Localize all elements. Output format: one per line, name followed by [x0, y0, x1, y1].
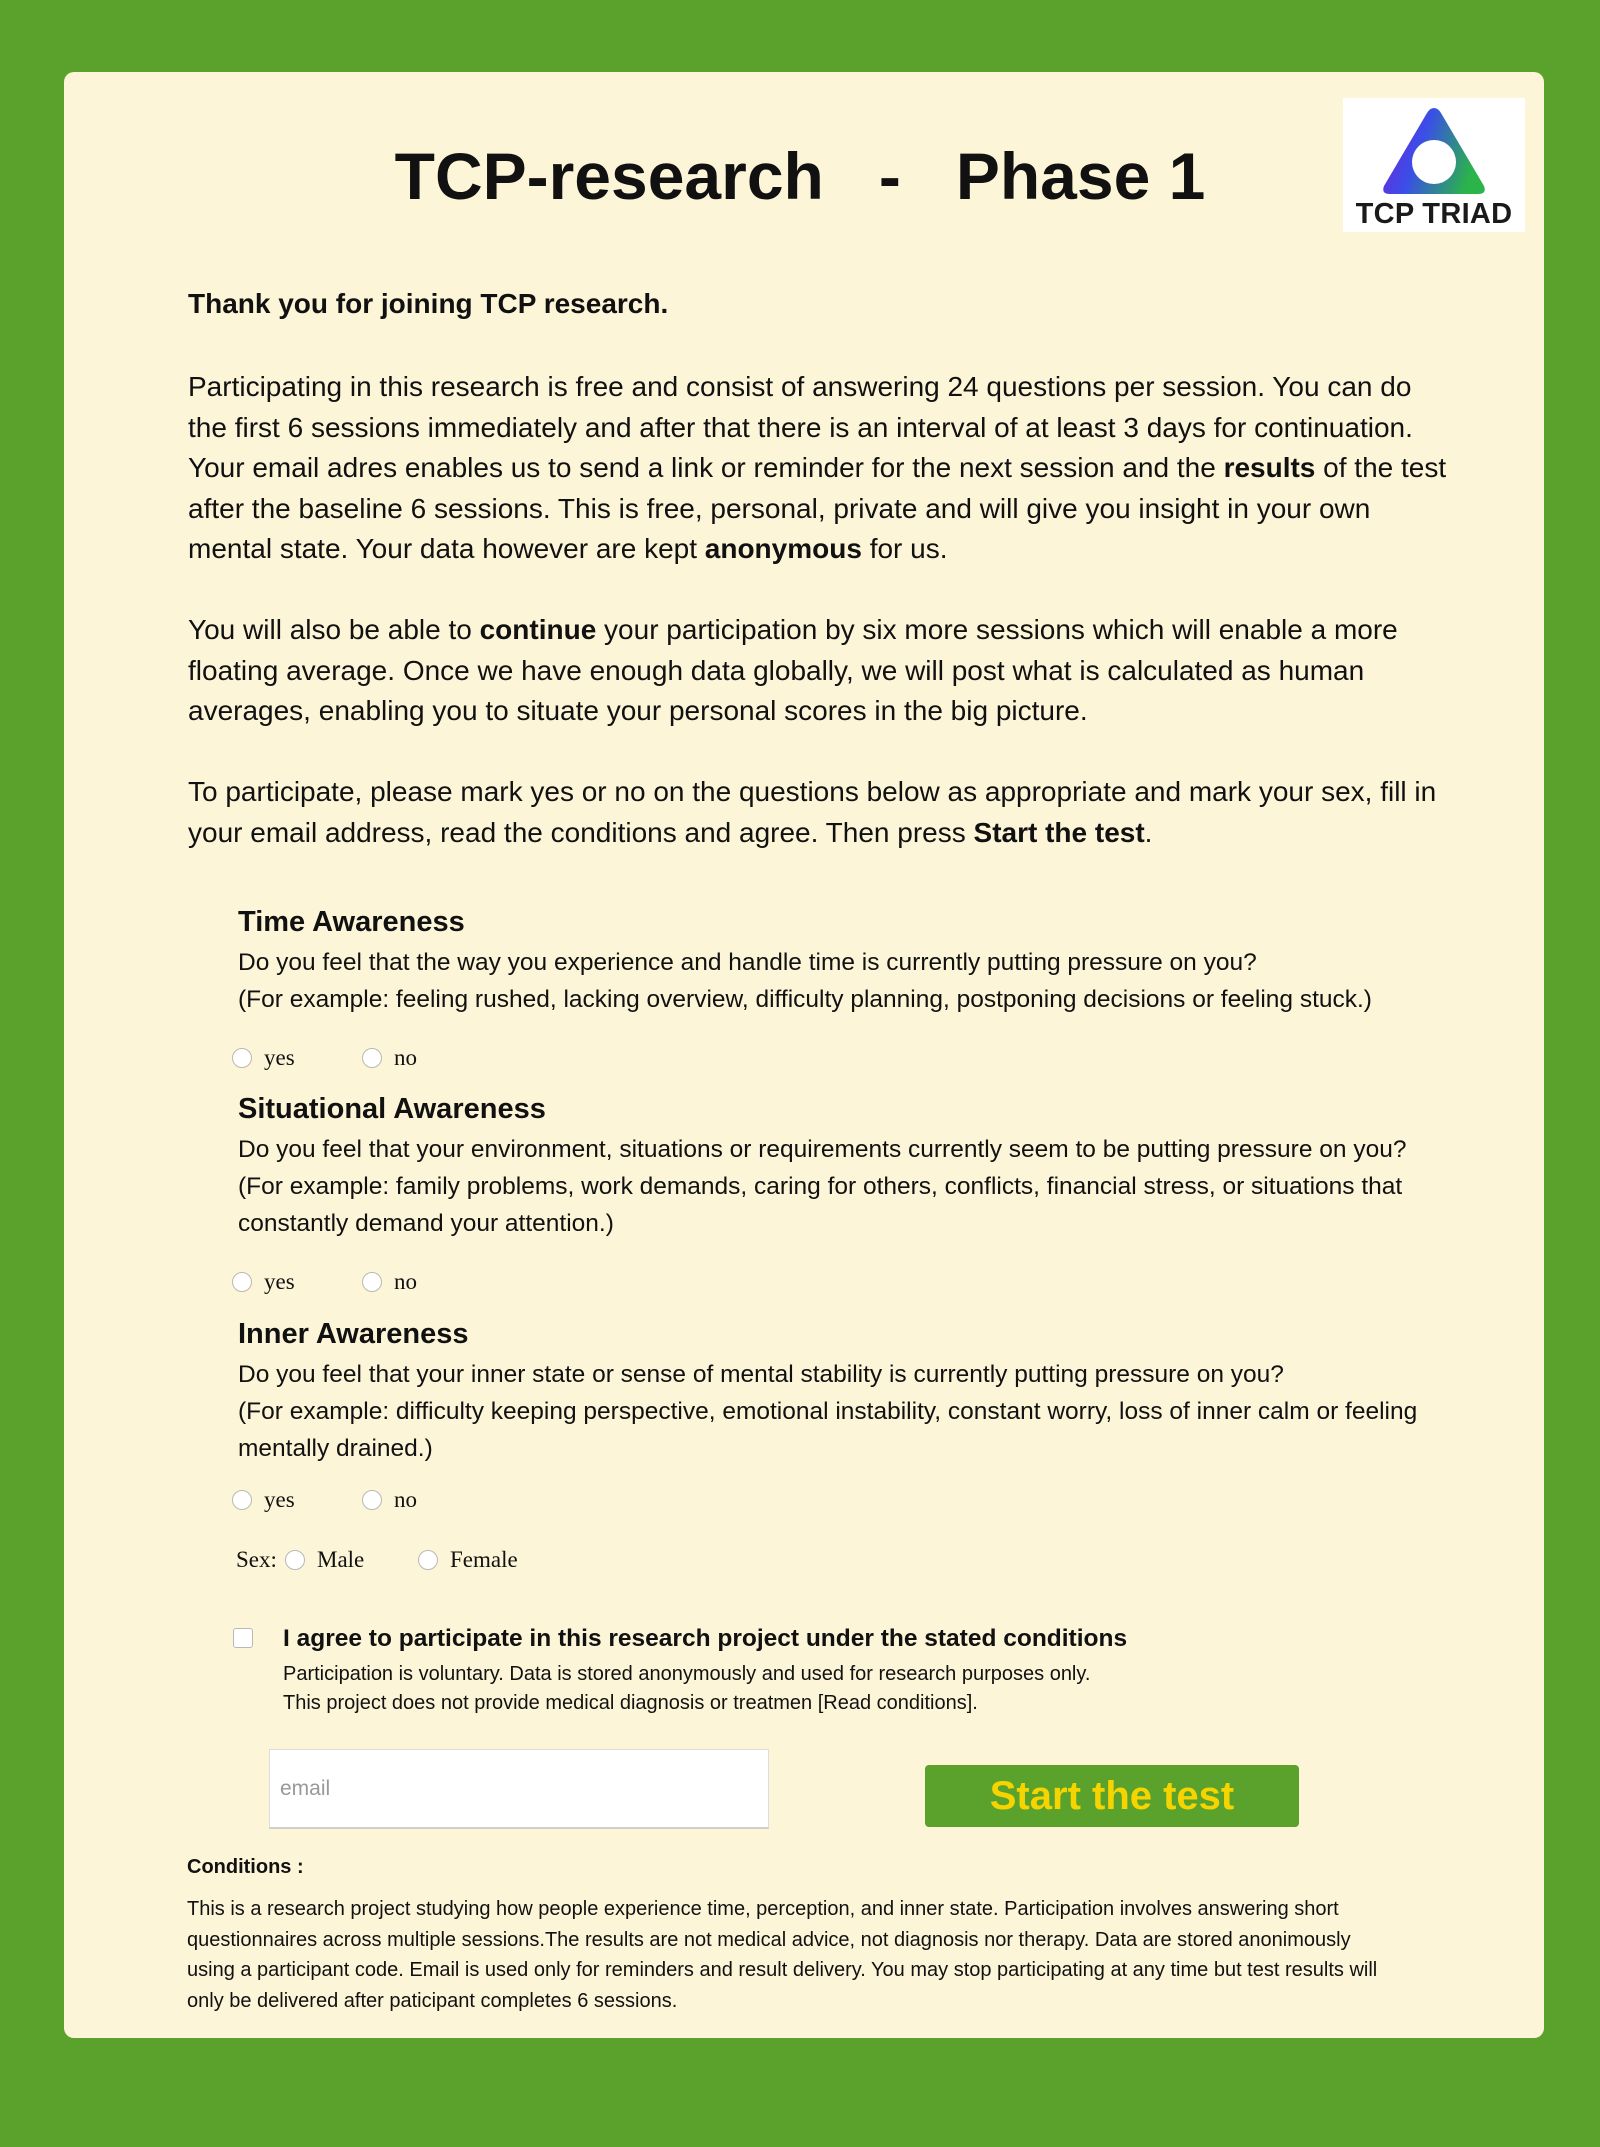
question-title-situational: Situational Awareness	[238, 1093, 546, 1125]
question-prompt: Do you feel that your environment, situations or requirements currently seem to be putting pressure on you?	[238, 1136, 1407, 1163]
time-no-option[interactable]: no	[362, 1045, 417, 1071]
radio-time-yes[interactable]	[232, 1048, 252, 1068]
intro-paragraph-1: Participating in this research is free and consist of answering 24 questions per session. You can do the first 6 sessions immediately and after that there is an interval of at least 3 days for continuation. Your email adres enables us to send a link or reminder for the next session and the results of the test after the baseline 6 sessions. This is free, personal, private and will give you insight in your own mental state. Your data however are kept anonymous for us.	[188, 371, 1447, 564]
radio-inner-no[interactable]	[362, 1490, 382, 1510]
radio-situational-yes[interactable]	[232, 1272, 252, 1292]
sex-female-option[interactable]: Female	[418, 1547, 518, 1573]
time-yes-option[interactable]: yes	[232, 1045, 295, 1071]
sex-male-option[interactable]: Male	[285, 1547, 364, 1573]
question-text-situational	[238, 1131, 1468, 1242]
radio-female[interactable]	[418, 1550, 438, 1570]
situational-no-option[interactable]: no	[362, 1269, 417, 1295]
agree-label: I agree to participate in this research project under the stated conditions	[283, 1625, 1128, 1652]
question-title-inner: Inner Awareness	[238, 1318, 469, 1350]
conditions-text: This is a research project studying how people experience time, perception, and inner state. Participation involves answering short questionnaires across multiple sessions.The results are not medical advice, not diagnosis nor therapy. Data are stored anonimously using a participant code. Email is used only for reminders and result delivery. You may stop participating at any time but test results will only be delivered after paticipant completes 6 sessions.	[187, 1898, 1378, 2012]
intro-paragraph-3: To participate, please mark yes or no on the questions below as appropriate and mark your sex, fill in your email address, read the conditions and agree. Then press Start the test.	[188, 776, 1437, 848]
agree-checkbox[interactable]	[233, 1628, 253, 1648]
agree-note-line-2: This project does not provide medical diagnosis or treatmen [Read conditions].	[283, 1692, 978, 1714]
logo-text: TCP TRIAD	[1355, 198, 1513, 230]
question-title-time: Time Awareness	[238, 906, 465, 938]
agree-note-line-1: Participation is voluntary. Data is stored anonymously and used for research purposes only.	[283, 1663, 1091, 1685]
question-example: (For example: family problems, work demands, caring for others, conflicts, financial stress, or situations that constantly demand your attention.)	[238, 1173, 1403, 1237]
question-example: (For example: feeling rushed, lacking overview, difficulty planning, postponing decisions or feeling stuck.)	[238, 986, 1372, 1013]
sex-label: Sex:	[236, 1547, 277, 1572]
agree-note	[283, 1660, 1090, 1718]
question-prompt: Do you feel that the way you experience and handle time is currently putting pressure on you?	[238, 949, 1257, 976]
radio-time-no[interactable]	[362, 1048, 382, 1068]
intro-paragraph-2: You will also be able to continue your participation by six more sessions which will enable a more floating average. Once we have enough data globally, we will post what is calculated as human averages, enabling you to situate your personal scores in the big picture.	[188, 614, 1398, 726]
question-text-inner	[238, 1356, 1468, 1467]
question-example: (For example: difficulty keeping perspective, emotional instability, constant worry, loss of inner calm or feeling mentally drained.)	[238, 1398, 1418, 1462]
radio-inner-yes[interactable]	[232, 1490, 252, 1510]
inner-yes-option[interactable]: yes	[232, 1487, 295, 1513]
email-input[interactable]	[269, 1749, 769, 1829]
start-test-button[interactable]: Start the test	[925, 1765, 1299, 1827]
radio-male[interactable]	[285, 1550, 305, 1570]
conditions-heading: Conditions :	[187, 1856, 304, 1878]
page-title: TCP-research - Phase 1	[394, 139, 1206, 213]
question-prompt: Do you feel that your inner state or sense of mental stability is currently putting pressure on you?	[238, 1361, 1284, 1388]
intro-lead: Thank you for joining TCP research.	[188, 288, 669, 319]
inner-no-option[interactable]: no	[362, 1487, 417, 1513]
situational-yes-option[interactable]: yes	[232, 1269, 295, 1295]
radio-situational-no[interactable]	[362, 1272, 382, 1292]
question-text-time	[238, 944, 1468, 1018]
